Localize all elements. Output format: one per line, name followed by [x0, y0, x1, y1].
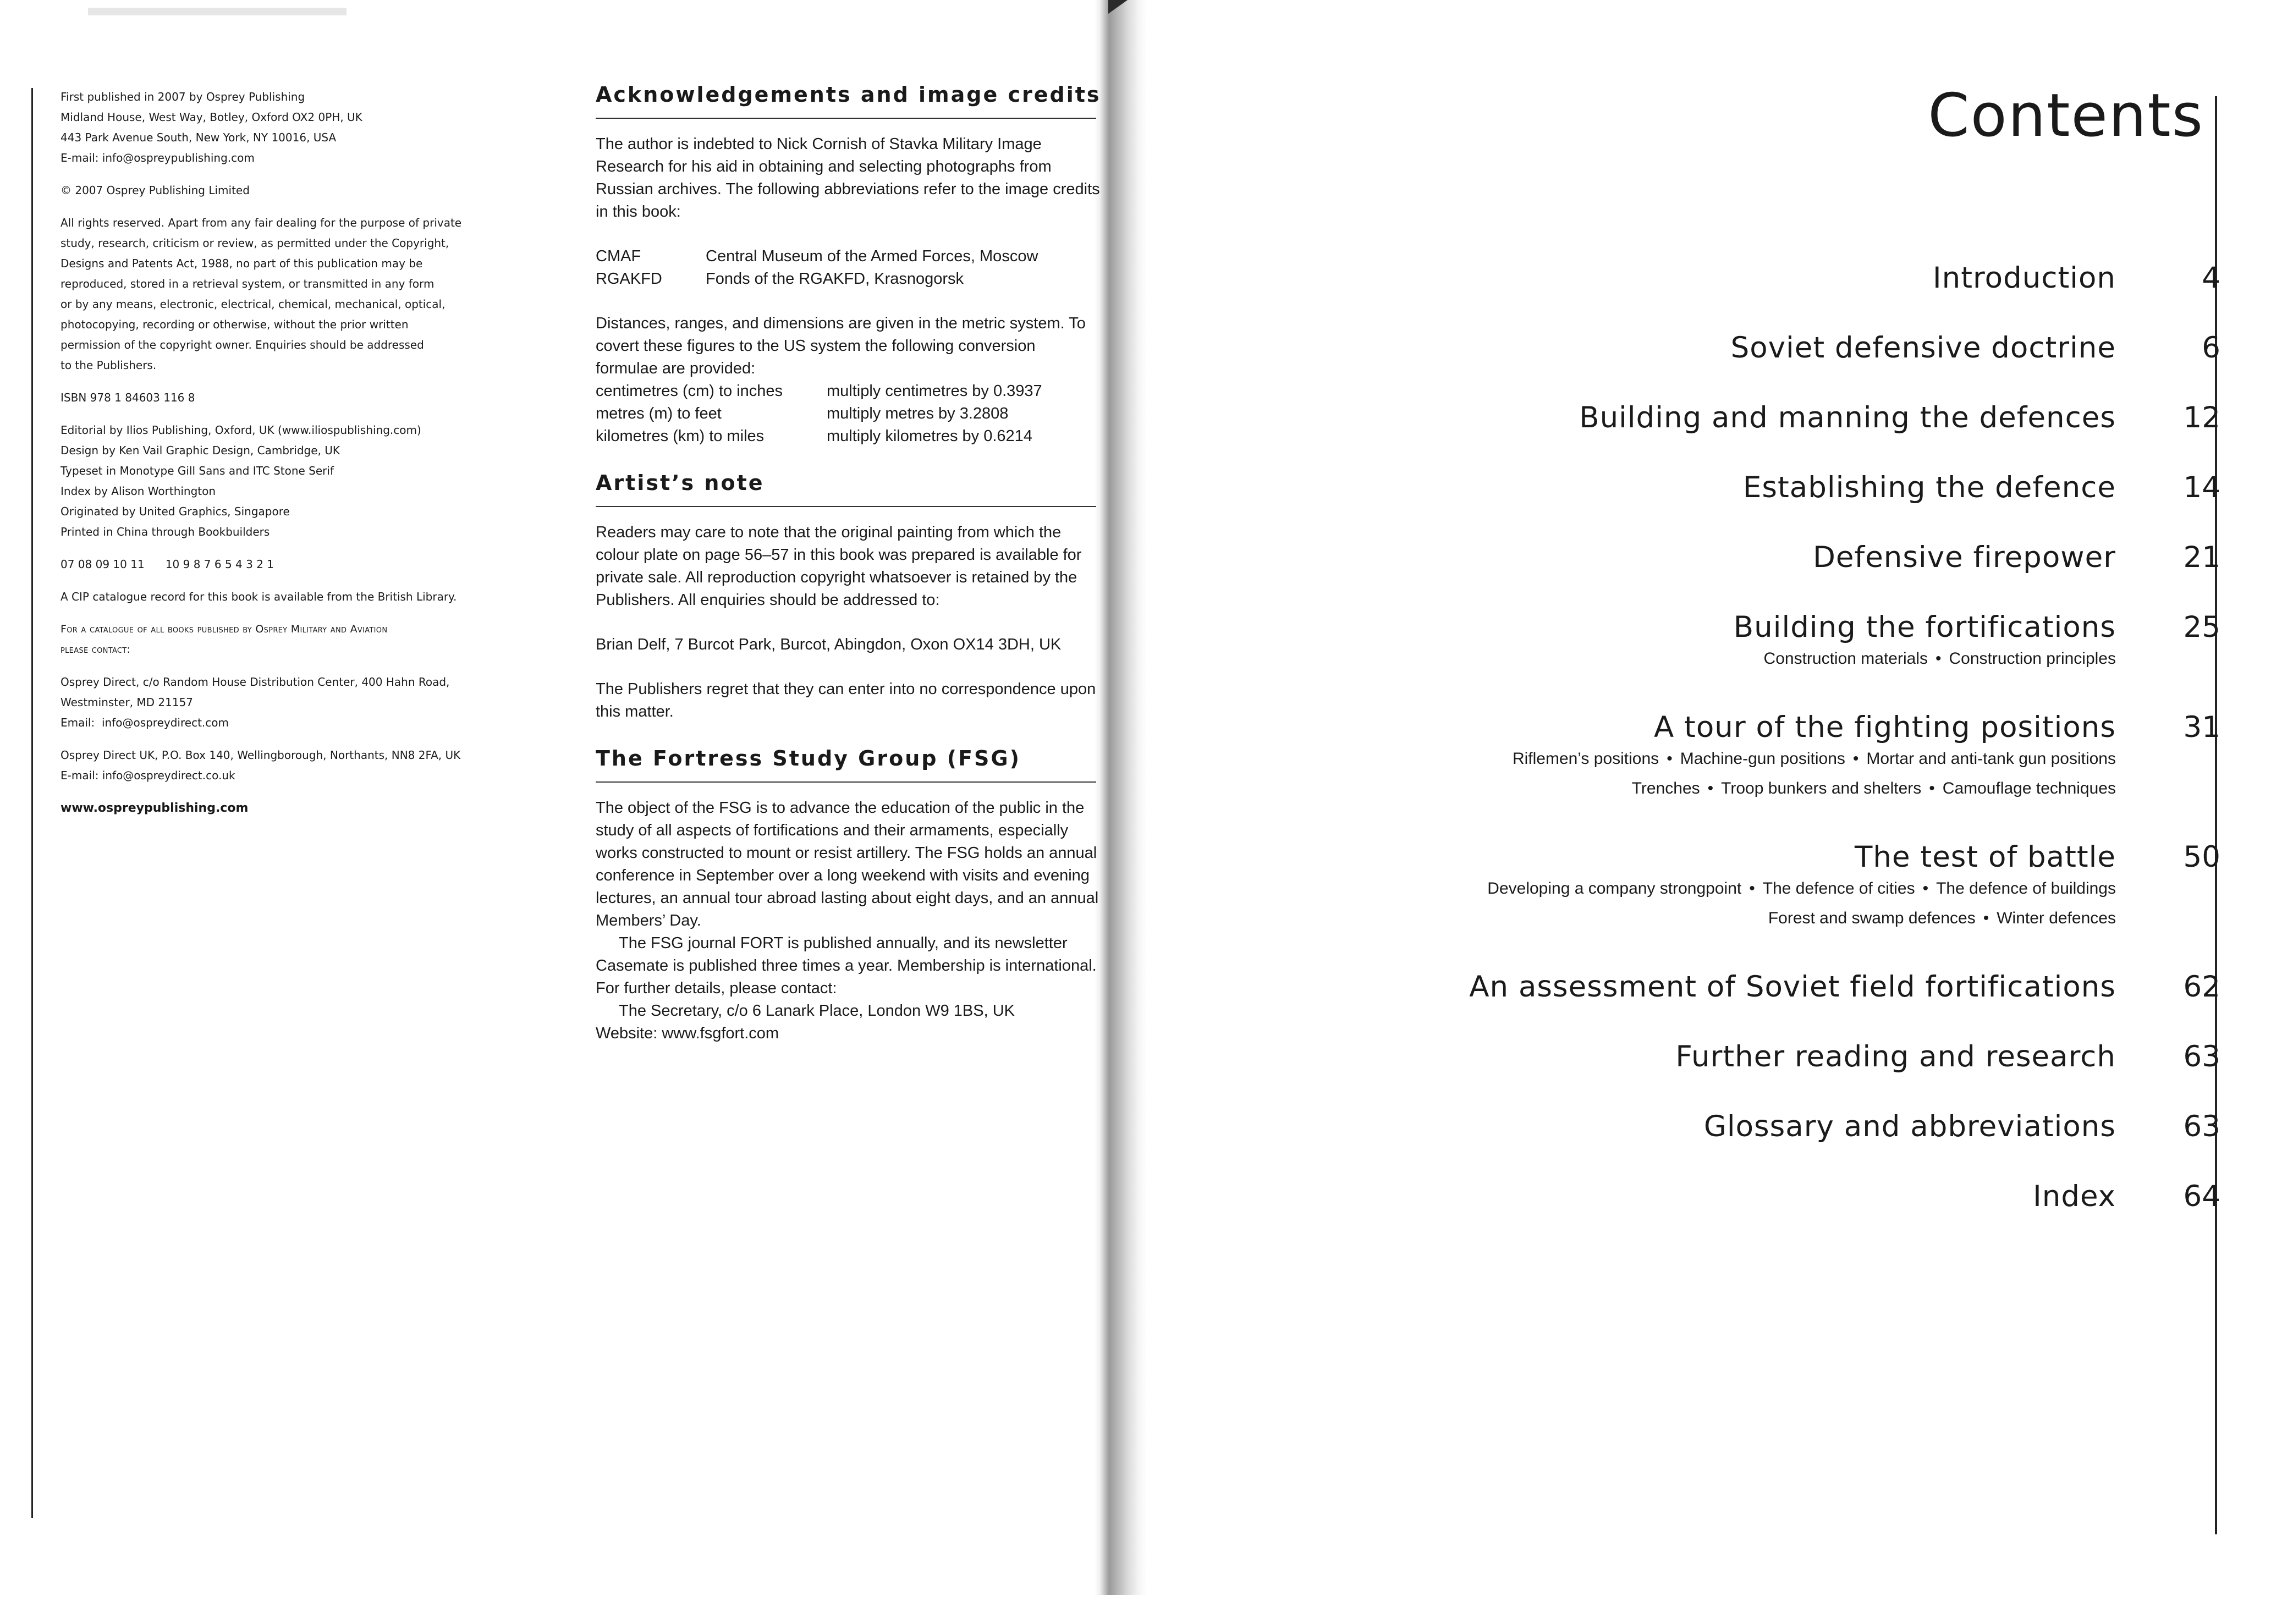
toc-entry[interactable] [1340, 1180, 2220, 1213]
bullet-separator: • [1749, 879, 1755, 898]
toc-entry-title[interactable]: Introduction [1933, 261, 2116, 295]
toc-subentry[interactable]: Mortar and anti-tank gun positions [1866, 750, 2116, 768]
imprint-line: to the Publishers. [61, 359, 157, 372]
toc-entry[interactable] [1340, 541, 2220, 574]
imprint-line: First published in 2007 by Osprey Publishing [61, 90, 305, 103]
toc-page-number: 4 [2202, 261, 2220, 295]
imprint-line: Email: info@ospreydirect.com [61, 716, 229, 729]
toc-entry[interactable] [1340, 1040, 2220, 1074]
conversion-from: kilometres (km) to miles [596, 427, 765, 445]
conversion-rule: multiply centimetres by 0.3937 [827, 382, 1042, 400]
credits-column [596, 82, 1102, 1045]
publisher-website[interactable]: www.ospreypublishing.com [61, 801, 249, 815]
imprint-line: Westminster, MD 21157 [61, 696, 194, 709]
imprint-line: Typeset in Monotype Gill Sans and ITC Stone Serif [61, 464, 334, 477]
toc-page-number: 63 [2183, 1040, 2220, 1074]
toc-page-number: 6 [2202, 331, 2220, 365]
conversion-rule: multiply metres by 3.2808 [827, 405, 1009, 422]
artists-note-address: Brian Delf, 7 Burcot Park, Burcot, Abingdon, Oxon OX14 3DH, UK [596, 636, 1062, 653]
toc-entry-title[interactable]: Soviet defensive doctrine [1730, 331, 2116, 365]
toc-entry[interactable] [1340, 711, 2220, 803]
copyright-line: © 2007 Osprey Publishing Limited [61, 184, 250, 197]
toc-subentry[interactable]: Developing a company strongpoint [1487, 879, 1742, 898]
toc-entry-title[interactable]: Index [2033, 1180, 2116, 1213]
us-contact-block [61, 672, 534, 733]
cip-line: A CIP catalogue record for this book is available from the British Library. [61, 590, 457, 603]
publisher-block [61, 87, 534, 168]
imprint-line: please contact: [61, 643, 131, 656]
toc-subentry[interactable]: Forest and swamp defences [1768, 909, 1976, 927]
conversion-from: metres (m) to feet [596, 405, 722, 422]
book-gutter [1095, 0, 1147, 1595]
heading-rule [596, 118, 1096, 119]
toc-subentries [1340, 904, 2220, 933]
toc-entry[interactable] [1340, 970, 2220, 1004]
toc-entry-title[interactable]: A tour of the fighting positions [1653, 711, 2116, 744]
toc-page-number: 64 [2183, 1180, 2220, 1213]
imprint-line: reproduced, stored in a retrieval system, or transmitted in any form [61, 277, 435, 290]
bullet-separator: • [1922, 879, 1929, 898]
imprint-line: All rights reserved. Apart from any fair dealing for the purpose of private [61, 216, 462, 229]
isbn-line: ISBN 978 1 84603 116 8 [61, 391, 195, 404]
toc-subentry[interactable]: Winter defences [1997, 909, 2116, 927]
artists-note-heading: Artist’s note [596, 471, 765, 495]
toc-entry-title[interactable]: Defensive firepower [1813, 541, 2116, 574]
fsg-heading: The Fortress Study Group (FSG) [596, 746, 1021, 770]
imprint-line: For a catalogue of all books published by Osprey Military and Aviation [61, 623, 388, 635]
scan-smudge [88, 8, 347, 15]
fsg-address: The Secretary, c/o 6 Lanark Place, London W9 1BS, UK [619, 1002, 1015, 1020]
toc-subentry[interactable]: Machine-gun positions [1680, 750, 1845, 768]
toc-entry[interactable] [1340, 471, 2220, 504]
toc-page-number: 25 [2183, 610, 2220, 644]
imprint-line: study, research, criticism or review, as permitted under the Copyright, [61, 236, 449, 250]
toc-entry[interactable] [1340, 840, 2220, 933]
rights-block [61, 213, 534, 376]
toc-entry[interactable] [1340, 261, 2220, 295]
imprint-line: E-mail: info@ospreypublishing.com [61, 151, 255, 164]
bullet-separator: • [1935, 649, 1942, 668]
toc-subentry[interactable]: Camouflage techniques [1942, 779, 2116, 797]
production-block [61, 420, 534, 542]
bullet-separator: • [1983, 909, 1989, 927]
uk-contact-block [61, 745, 534, 786]
bullet-separator: • [1852, 750, 1859, 768]
toc-page-number: 12 [2183, 401, 2220, 434]
toc-subentries [1340, 874, 2220, 904]
abbreviation-table [596, 245, 1102, 290]
conversion-rule: multiply kilometres by 0.6214 [827, 427, 1032, 445]
toc-entry[interactable] [1340, 610, 2220, 674]
fsg-para: The FSG journal FORT is published annually, and its newsletter Casemate is published three times a year. Membership is international. For further details, please contact: [596, 934, 1097, 997]
imprint-line: Originated by United Graphics, Singapore [61, 505, 290, 518]
imprint-line: Osprey Direct UK, P.O. Box 140, Wellingborough, Northants, NN8 2FA, UK [61, 748, 461, 762]
imprint-line: Osprey Direct, c/o Random House Distribution Center, 400 Hahn Road, [61, 675, 450, 689]
toc-subentry[interactable]: The defence of cities [1762, 879, 1915, 898]
toc-entry[interactable] [1340, 1110, 2220, 1143]
imprint-line: Index by Alison Worthington [61, 485, 216, 498]
imprint-line: or by any means, electronic, electrical, chemical, mechanical, optical, [61, 298, 446, 311]
toc-subentries [1340, 644, 2220, 674]
abbreviation-code: CMAF [596, 247, 641, 265]
imprint-line: photocopying, recording or otherwise, without the prior written [61, 318, 409, 331]
right-margin-rule [2215, 96, 2217, 1534]
gutter-shadow [1108, 0, 1144, 14]
acknowledgements-intro: The author is indebted to Nick Cornish of Stavka Military Image Research for his aid in obtaining and selecting photographs from Russian archives. The following abbreviations refer to the image credits in this book: [596, 135, 1100, 221]
artists-note-para: The Publishers regret that they can enter into no correspondence upon this matter. [596, 680, 1096, 720]
toc-subentry[interactable]: Trenches [1631, 779, 1700, 797]
toc-page-number: 14 [2183, 471, 2220, 504]
imprint-line: Editorial by Ilios Publishing, Oxford, UK (www.iliospublishing.com) [61, 423, 421, 437]
toc-entry-title[interactable]: Further reading and research [1675, 1040, 2116, 1074]
imprint-line: 443 Park Avenue South, New York, NY 10016, USA [61, 131, 337, 144]
units-intro: Distances, ranges, and dimensions are given in the metric system. To covert these figures to the US system the following conversion formulae are provided: [596, 315, 1086, 377]
heading-rule [596, 506, 1096, 507]
toc-page-number: 21 [2183, 541, 2220, 574]
toc-entry-title[interactable]: Glossary and abbreviations [1703, 1110, 2116, 1143]
toc-entry-title[interactable]: Building the fortifications [1733, 610, 2116, 644]
fsg-para: The object of the FSG is to advance the education of the public in the study of all aspects of fortifications and their armaments, especially works constructed to mount or resist artillery. The FSG holds an annual conference in September over a long weekend with visits and evening lectures, an annual tour abroad lasting about eight days, and an annual Members’ Day. [596, 799, 1099, 929]
imprint-line: Designs and Patents Act, 1988, no part of this publication may be [61, 257, 423, 270]
toc-entry-title[interactable]: Establishing the defence [1742, 471, 2116, 504]
toc-page-number: 62 [2183, 970, 2220, 1004]
toc-entry-title[interactable]: An assessment of Soviet field fortifications [1469, 970, 2116, 1004]
abbreviation-meaning: Central Museum of the Armed Forces, Moscow [706, 247, 1038, 265]
toc-page-number: 50 [2183, 840, 2220, 874]
toc-entry[interactable] [1340, 331, 2220, 365]
acknowledgements-heading: Acknowledgements and image credits [596, 82, 1101, 107]
conversion-table [596, 380, 1102, 448]
toc-page-number: 31 [2183, 711, 2220, 744]
imprint-line: Printed in China through Bookbuilders [61, 525, 270, 538]
toc-subentry[interactable]: Construction principles [1949, 649, 2116, 668]
print-line: 07 08 09 10 11 10 9 8 7 6 5 4 3 2 1 [61, 558, 274, 571]
toc-subentry[interactable]: The defence of buildings [1936, 879, 2116, 898]
conversion-from: centimetres (cm) to inches [596, 382, 783, 400]
toc-page-number: 63 [2183, 1110, 2220, 1143]
imprint-line: permission of the copyright owner. Enquiries should be addressed [61, 338, 424, 351]
artists-note-para: Readers may care to note that the original painting from which the colour plate on page 56–57 in this book was prepared is available for private sale. All reproduction copyright whatsoever is retained by the Publishers. All enquiries should be addressed to: [596, 524, 1082, 609]
imprint-column [61, 87, 534, 830]
catalogue-block [61, 619, 534, 660]
toc-subentries [1340, 744, 2220, 774]
contents-title: Contents [1928, 81, 2204, 150]
toc-entry-title[interactable]: Building and manning the defences [1579, 401, 2116, 434]
toc-entry[interactable] [1340, 401, 2220, 434]
abbreviation-code: RGAKFD [596, 270, 662, 288]
bullet-separator: • [1929, 779, 1935, 797]
left-margin-rule [31, 88, 33, 1518]
fsg-website[interactable]: Website: www.fsgfort.com [596, 1025, 779, 1042]
abbreviation-meaning: Fonds of the RGAKFD, Krasnogorsk [706, 270, 964, 288]
heading-rule [596, 781, 1096, 783]
toc-subentry[interactable]: Construction materials [1763, 649, 1928, 668]
toc-subentries [1340, 774, 2220, 803]
bullet-separator: • [1667, 750, 1673, 768]
bullet-separator: • [1707, 779, 1714, 797]
toc-subentry[interactable]: Riflemen’s positions [1512, 750, 1659, 768]
imprint-line: Design by Ken Vail Graphic Design, Cambridge, UK [61, 444, 340, 457]
imprint-line: Midland House, West Way, Botley, Oxford OX2 0PH, UK [61, 111, 362, 124]
toc-entry-title[interactable]: The test of battle [1855, 840, 2116, 874]
imprint-line: E-mail: info@ospreydirect.co.uk [61, 769, 235, 782]
toc-subentry[interactable]: Troop bunkers and shelters [1721, 779, 1922, 797]
